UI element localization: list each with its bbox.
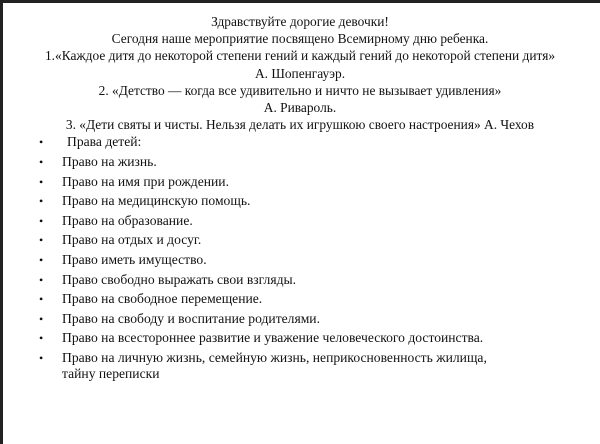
bullet-icon: • bbox=[39, 233, 44, 248]
list-item-text: Право на образование. bbox=[62, 212, 193, 228]
window-top-border bbox=[0, 0, 600, 3]
bullet-icon: • bbox=[39, 350, 44, 365]
list-item bbox=[12, 174, 588, 190]
list-item-text: Право свободно выражать свои взгляды. bbox=[62, 271, 297, 287]
bullet-icon: • bbox=[39, 155, 44, 170]
list-item-text: Право на свободу и воспитание родителями. bbox=[62, 310, 320, 326]
bullet-icon: • bbox=[39, 311, 44, 326]
quote-2-text: 2. «Детство — когда все удивительно и ничто не вызывает удивления» bbox=[98, 82, 502, 98]
list-item bbox=[12, 213, 588, 229]
greeting-line: Здравствуйте дорогие девочки! bbox=[211, 14, 389, 29]
bullet-icon: • bbox=[39, 331, 44, 346]
list-item bbox=[12, 232, 588, 248]
bullet-icon: • bbox=[39, 194, 44, 209]
quote-1-author: А. Шопенгауэр. bbox=[254, 65, 346, 81]
list-item bbox=[12, 193, 588, 209]
bullet-icon: • bbox=[39, 174, 44, 189]
quote-3-text: 3. «Дети святы и чисты. Нельзя делать их игрушкою своего настроения» А. Чехов bbox=[65, 117, 535, 133]
list-item-text: Право на личную жизнь, семейную жизнь, неприкосновенность жилища, bbox=[62, 349, 487, 365]
bullet-icon: • bbox=[39, 213, 44, 228]
rights-heading bbox=[12, 134, 588, 150]
list-item bbox=[12, 311, 588, 327]
list-item-text: Право на всестороннее развитие и уважение человеческого достоинства. bbox=[62, 330, 484, 346]
list-item-text: Право на жизнь. bbox=[62, 154, 157, 170]
event-line: Сегодня наше мероприятие посвящено Всемирному дню ребенка. bbox=[111, 31, 489, 47]
list-item bbox=[12, 272, 588, 288]
list-item bbox=[12, 291, 588, 307]
bullet-icon: • bbox=[39, 135, 44, 150]
list-item-text-continued: тайну переписки bbox=[62, 365, 160, 381]
quote-1-text: 1.«Каждое дитя до некоторой степени гений и каждый гений до некоторой степени дитя» bbox=[44, 48, 556, 64]
rights-list bbox=[12, 134, 588, 382]
list-item-text: Право на отдых и досуг. bbox=[62, 232, 202, 248]
document-page bbox=[12, 13, 588, 386]
list-item bbox=[12, 330, 588, 346]
list-item-text: Право на имя при рождении. bbox=[62, 173, 229, 189]
list-item-text: Право на медицинскую помощь. bbox=[62, 193, 251, 209]
quote-2-author: А. Ривароль. bbox=[263, 100, 337, 116]
intro-block bbox=[12, 13, 588, 133]
bullet-icon: • bbox=[39, 292, 44, 307]
list-item-text: Право иметь имущество. bbox=[62, 251, 207, 267]
window-left-border bbox=[0, 0, 3, 444]
list-item bbox=[12, 350, 588, 382]
rights-heading-text: Права детей: bbox=[67, 134, 142, 150]
bullet-icon: • bbox=[39, 252, 44, 267]
list-item bbox=[12, 252, 588, 268]
bullet-icon: • bbox=[39, 272, 44, 287]
list-item-text: Право на свободное перемещение. bbox=[62, 291, 263, 307]
list-item bbox=[12, 154, 588, 170]
